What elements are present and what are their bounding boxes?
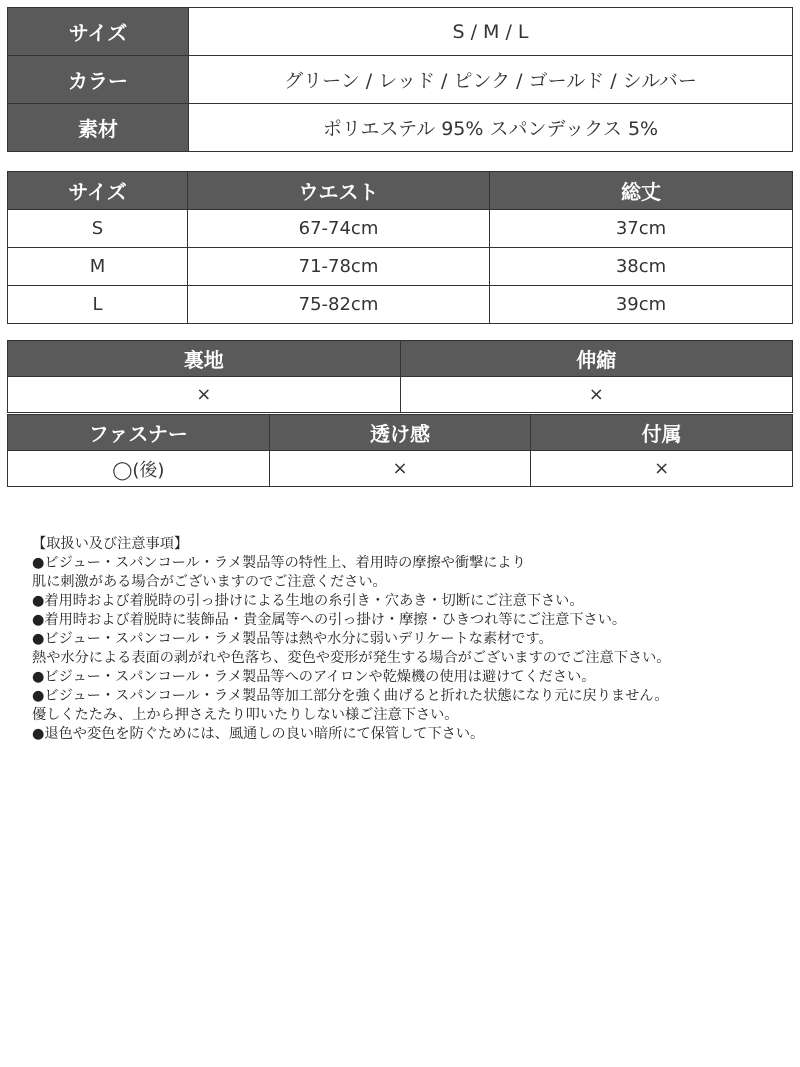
stretch-value: × <box>400 377 793 413</box>
table-row <box>8 377 793 413</box>
note-line: ●ビジュー・スパンコール・ラメ製品等加工部分を強く曲げると折れた状態になり元に戻りません。 <box>32 688 669 704</box>
spec-row-material <box>8 104 793 152</box>
accessories-value: × <box>531 451 793 487</box>
size-cell: L <box>8 286 188 324</box>
options-header-row <box>8 341 793 377</box>
care-notes <box>32 535 792 744</box>
note-line: ●ビジュー・スパンコール・ラメ製品等へのアイロンや乾燥機の使用は避けてください。 <box>32 669 596 685</box>
spec-label: サイズ <box>8 8 189 56</box>
length-cell: 38cm <box>490 248 793 286</box>
spec-label: 素材 <box>8 104 189 152</box>
size-cell: M <box>8 248 188 286</box>
header-stretch: 伸縮 <box>400 341 793 377</box>
spec-value: ポリエステル 95% スパンデックス 5% <box>189 104 793 152</box>
header-sheerness: 透け感 <box>269 415 531 451</box>
spec-value: S / M / L <box>189 8 793 56</box>
waist-cell: 71-78cm <box>188 248 490 286</box>
header-lining: 裏地 <box>8 341 401 377</box>
lining-value: × <box>8 377 401 413</box>
table-row <box>8 248 793 286</box>
note-line: ●ビジュー・スパンコール・ラメ製品等の特性上、着用時の摩擦や衝撃により <box>32 555 526 571</box>
spec-label: カラー <box>8 56 189 104</box>
header-accessories: 付属 <box>531 415 793 451</box>
options-header-row <box>8 415 793 451</box>
length-cell: 37cm <box>490 210 793 248</box>
table-row <box>8 286 793 324</box>
sheerness-value: × <box>269 451 531 487</box>
spec-value: グリーン / レッド / ピンク / ゴールド / シルバー <box>189 56 793 104</box>
spec-table <box>7 7 793 152</box>
table-row <box>8 210 793 248</box>
size-header-row <box>8 172 793 210</box>
options-table-lining-stretch <box>7 340 793 413</box>
header-fastener: ファスナー <box>8 415 270 451</box>
spec-row-color <box>8 56 793 104</box>
note-line: ●着用時および着脱時に装飾品・貴金属等への引っ掛け・摩擦・ひきつれ等にご注意下さい。 <box>32 612 627 628</box>
header-size: サイズ <box>8 172 188 210</box>
note-line: 肌に刺激がある場合がございますのでご注意ください。 <box>32 574 387 590</box>
spec-row-size <box>8 8 793 56</box>
size-cell: S <box>8 210 188 248</box>
notes-title: 【取扱い及び注意事項】 <box>32 536 189 552</box>
header-length: 総丈 <box>490 172 793 210</box>
size-table <box>7 171 793 324</box>
table-row <box>8 451 793 487</box>
fastener-value: ◯(後) <box>8 451 270 487</box>
note-line: ●ビジュー・スパンコール・ラメ製品等は熱や水分に弱いデリケートな素材です。 <box>32 631 553 647</box>
length-cell: 39cm <box>490 286 793 324</box>
note-line: 熱や水分による表面の剥がれや色落ち、変色や変形が発生する場合がございますのでご注意下さい。 <box>32 650 671 666</box>
waist-cell: 75-82cm <box>188 286 490 324</box>
note-line: ●退色や変色を防ぐためには、風通しの良い暗所にて保管して下さい。 <box>32 726 485 742</box>
waist-cell: 67-74cm <box>188 210 490 248</box>
note-line: 優しくたたみ、上から押さえたり叩いたりしない様ご注意下さい。 <box>32 707 459 723</box>
header-waist: ウエスト <box>188 172 490 210</box>
note-line: ●着用時および着脱時の引っ掛けによる生地の糸引き・穴あき・切断にご注意下さい。 <box>32 593 584 609</box>
options-table-fastener <box>7 414 793 487</box>
